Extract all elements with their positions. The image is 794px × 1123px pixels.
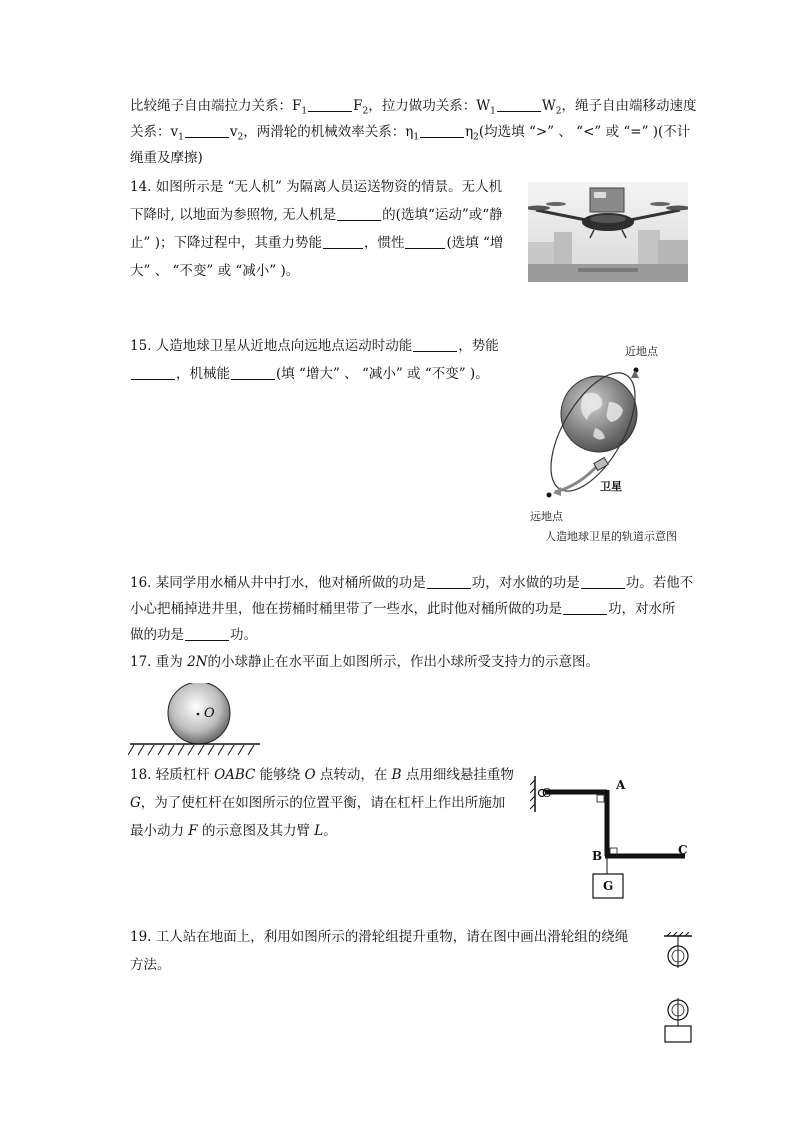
load-box bbox=[665, 1026, 691, 1042]
drone-photo bbox=[528, 182, 688, 282]
answer-blank[interactable] bbox=[420, 123, 464, 138]
q14-line-1: 14. 如图所示是 “无人机” 为隔离人员运送物资的情景。无人机 bbox=[130, 179, 503, 195]
q13-line-2: 关系：$v_1$ $v_2$，两滑轮的机械效率关系：$\eta_1$ $\eta_2$(均选填 “>” 、 “<” 或 “=” )(不计 bbox=[130, 124, 691, 143]
q13-line-3: 绳重及摩擦) bbox=[130, 150, 203, 166]
q16-line-2: 小心把桶掉进井里，他在捞桶时桶里带了一些水，此时他对桶所做的功是 功，对水所 bbox=[130, 601, 676, 617]
answer-blank[interactable] bbox=[185, 123, 229, 138]
pulley-system-diagram bbox=[658, 932, 698, 1047]
lever-label-a: A bbox=[616, 778, 626, 792]
answer-blank[interactable] bbox=[413, 337, 457, 352]
q19-line-2: 方法。 bbox=[130, 957, 171, 973]
q18-line-3: 最小动力 F 的示意图及其力臂 L。 bbox=[130, 823, 337, 839]
weight-label-g: G bbox=[603, 879, 614, 893]
answer-blank[interactable] bbox=[131, 365, 175, 380]
answer-blank[interactable] bbox=[427, 574, 471, 589]
q15-line-1: 15. 人造地球卫星从近地点向远地点运动时动能 ，势能 bbox=[130, 338, 499, 354]
orbit-caption: 人造地球卫星的轨道示意图 bbox=[545, 530, 677, 543]
q18-line-2: G，为了使杠杆在如图所示的位置平衡，请在杠杆上作出所施加 bbox=[130, 795, 506, 811]
ball-on-ground-diagram bbox=[128, 683, 263, 758]
answer-blank[interactable] bbox=[323, 234, 363, 249]
answer-blank[interactable] bbox=[308, 97, 352, 112]
fixed-pulley bbox=[668, 944, 688, 968]
q16-line-1: 16. 某同学用水桶从井中打水，他对桶所做的功是 功，对水做的功是 功。若他不 bbox=[130, 575, 694, 591]
perigee-label: 近地点 bbox=[625, 345, 658, 358]
q14-line-4: 大” 、 “不变” 或 “减小” )。 bbox=[130, 263, 300, 279]
answer-blank[interactable] bbox=[581, 574, 625, 589]
answer-blank[interactable] bbox=[185, 626, 229, 641]
satellite-orbit-diagram bbox=[535, 362, 655, 512]
q15-line-2: ，机械能 (填 “增大” 、 “减小” 或 “不变” )。 bbox=[130, 363, 489, 385]
q17-line-1: 17. 重为 2N的小球静止在水平面上如图所示，作出小球所受支持力的示意图。 bbox=[130, 654, 599, 670]
q18-line-1: 18. 轻质杠杆 OABC 能够绕 O 点转动，在 B 点用细线悬挂重物 bbox=[130, 767, 514, 783]
apogee-point bbox=[547, 493, 552, 498]
answer-blank[interactable] bbox=[231, 365, 275, 380]
lever-label-o: O bbox=[542, 786, 552, 800]
q19-line-1: 19. 工人站在地面上，利用如图所示的滑轮组提升重物，请在图中画出滑轮组的绕绳 bbox=[130, 929, 629, 945]
q14-line-2: 下降时, 以地面为参照物, 无人机是 的(选填“运动”或“静 bbox=[130, 207, 503, 223]
q14-line-3: 止” )；下降过程中，其重力势能 ，惯性 (选填 “增 bbox=[130, 235, 504, 251]
answer-blank[interactable] bbox=[337, 206, 381, 221]
q16-line-3: 做的功是 功。 bbox=[130, 627, 257, 643]
movable-pulley bbox=[668, 998, 688, 1026]
satellite-label: 卫星 bbox=[600, 480, 622, 493]
apogee-label: 远地点 bbox=[530, 510, 563, 523]
answer-blank[interactable] bbox=[497, 97, 541, 112]
q13-line-1: 比较绳子自由端拉力关系：$F_1$ $F_2$，拉力做功关系：$W_1$ $W_2$，绳子自由端移动速度 bbox=[130, 98, 697, 117]
lever-label-c: C bbox=[678, 843, 688, 857]
ball-center-label: O bbox=[204, 706, 215, 721]
lever-label-b: B bbox=[592, 849, 603, 863]
answer-blank[interactable] bbox=[563, 600, 607, 615]
answer-blank[interactable] bbox=[405, 234, 445, 249]
